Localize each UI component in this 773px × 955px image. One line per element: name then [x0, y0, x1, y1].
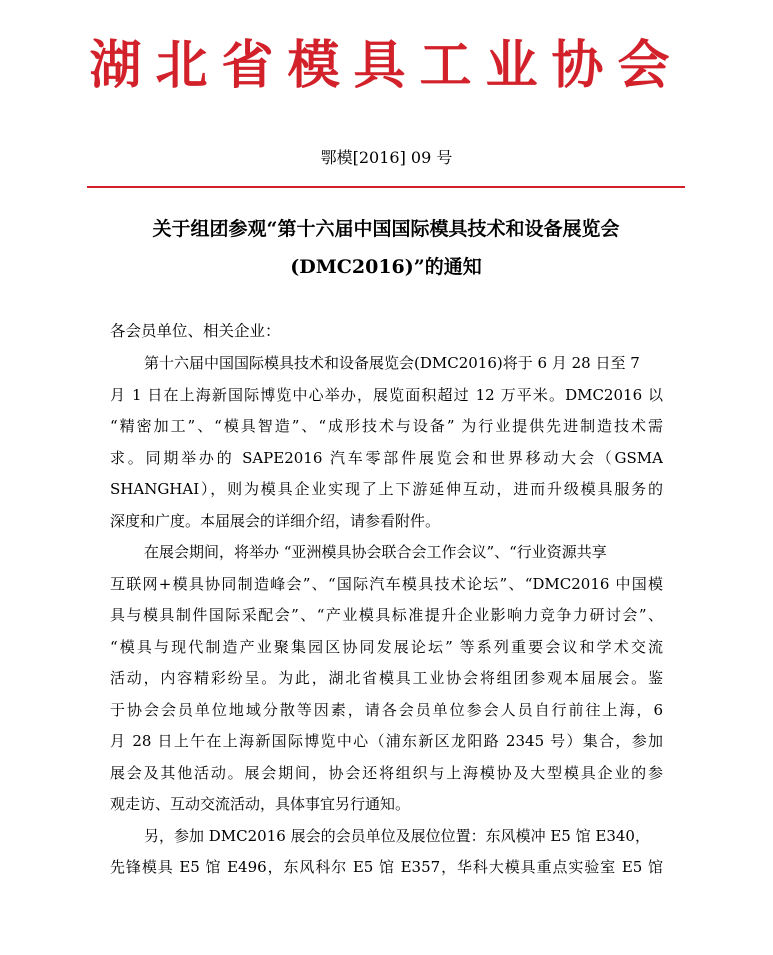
text-line: “模具与现代制造产业聚集园区协同发展论坛” 等系列重要会议和学术交流: [110, 637, 663, 656]
text-line: 月 1 日在上海新国际博览中心举办，展览面积超过 12 万平米。DMC2016 以: [110, 385, 663, 404]
body-paragraph: [110, 537, 663, 821]
header-divider: [87, 186, 685, 188]
text-line: 具与模具制件国际采配会”、“产业模具标准提升企业影响力竞争力研讨会”、: [110, 606, 663, 624]
text-line: 展会及其他活动。展会期间，协会还将组织与上海模协及大型模具企业的参: [110, 763, 663, 782]
body-paragraph: [110, 348, 663, 537]
body-paragraph: [110, 821, 663, 884]
notice-title-line-1: 关于组团参观“第十六届中国国际模具技术和设备展览会: [152, 218, 620, 240]
text-line: 另，参加 DMC2016 展会的会员单位及展位位置：东风模冲 E5 馆 E340，: [144, 826, 650, 845]
text-line: 先锋模具 E5 馆 E496，东风科尔 E5 馆 E357，华科大模具重点实验室 E5 馆: [110, 858, 663, 876]
text-line: 互联网+模具协同制造峰会”、“国际汽车模具技术论坛”、“DMC2016 中国模: [110, 574, 663, 593]
text-line: 月 28 日上午在上海新国际博览中心（浦东新区龙阳路 2345 号）集合，参加: [110, 732, 663, 750]
text-line: 求。同期举办的 SAPE2016 汽车零部件展览会和世界移动大会（GSMA: [110, 448, 663, 467]
notice-body: [110, 348, 663, 884]
text-line: 第十六届中国国际模具技术和设备展览会(DMC2016)将于 6 月 28 日至 7: [144, 354, 640, 372]
text-line: 观走访、互动交流活动，具体事宜另行通知。: [110, 795, 411, 813]
text-line: 深度和广度。本届展会的详细介绍，请参看附件。: [110, 511, 441, 530]
organization-masthead: 湖北省模具工业协会: [89, 35, 684, 96]
text-line: “精密加工”、“模具智造”、“成形技术与设备” 为行业提供先进制造技术需: [110, 417, 663, 435]
text-line: 在展会期间，将举办 “亚洲模具协会联合会工作会议”、“行业资源共享: [144, 543, 607, 561]
text-line: SHANGHAI），则为模具企业实现了上下游延伸互动，进而升级模具服务的: [110, 480, 663, 498]
notice-title-line-2: (DMC2016)”的通知: [290, 256, 482, 278]
text-line: 于协会会员单位地域分散等因素，请各会员单位参会人员自行前往上海，6: [110, 700, 663, 719]
notice-title: [87, 210, 685, 286]
salutation: 各会员单位、相关企业：: [110, 322, 281, 340]
text-line: 活动，内容精彩纷呈。为此，湖北省模具工业协会将组团参观本届展会。鉴: [110, 669, 663, 687]
document-number: 鄂模[2016] 09 号: [320, 148, 453, 167]
